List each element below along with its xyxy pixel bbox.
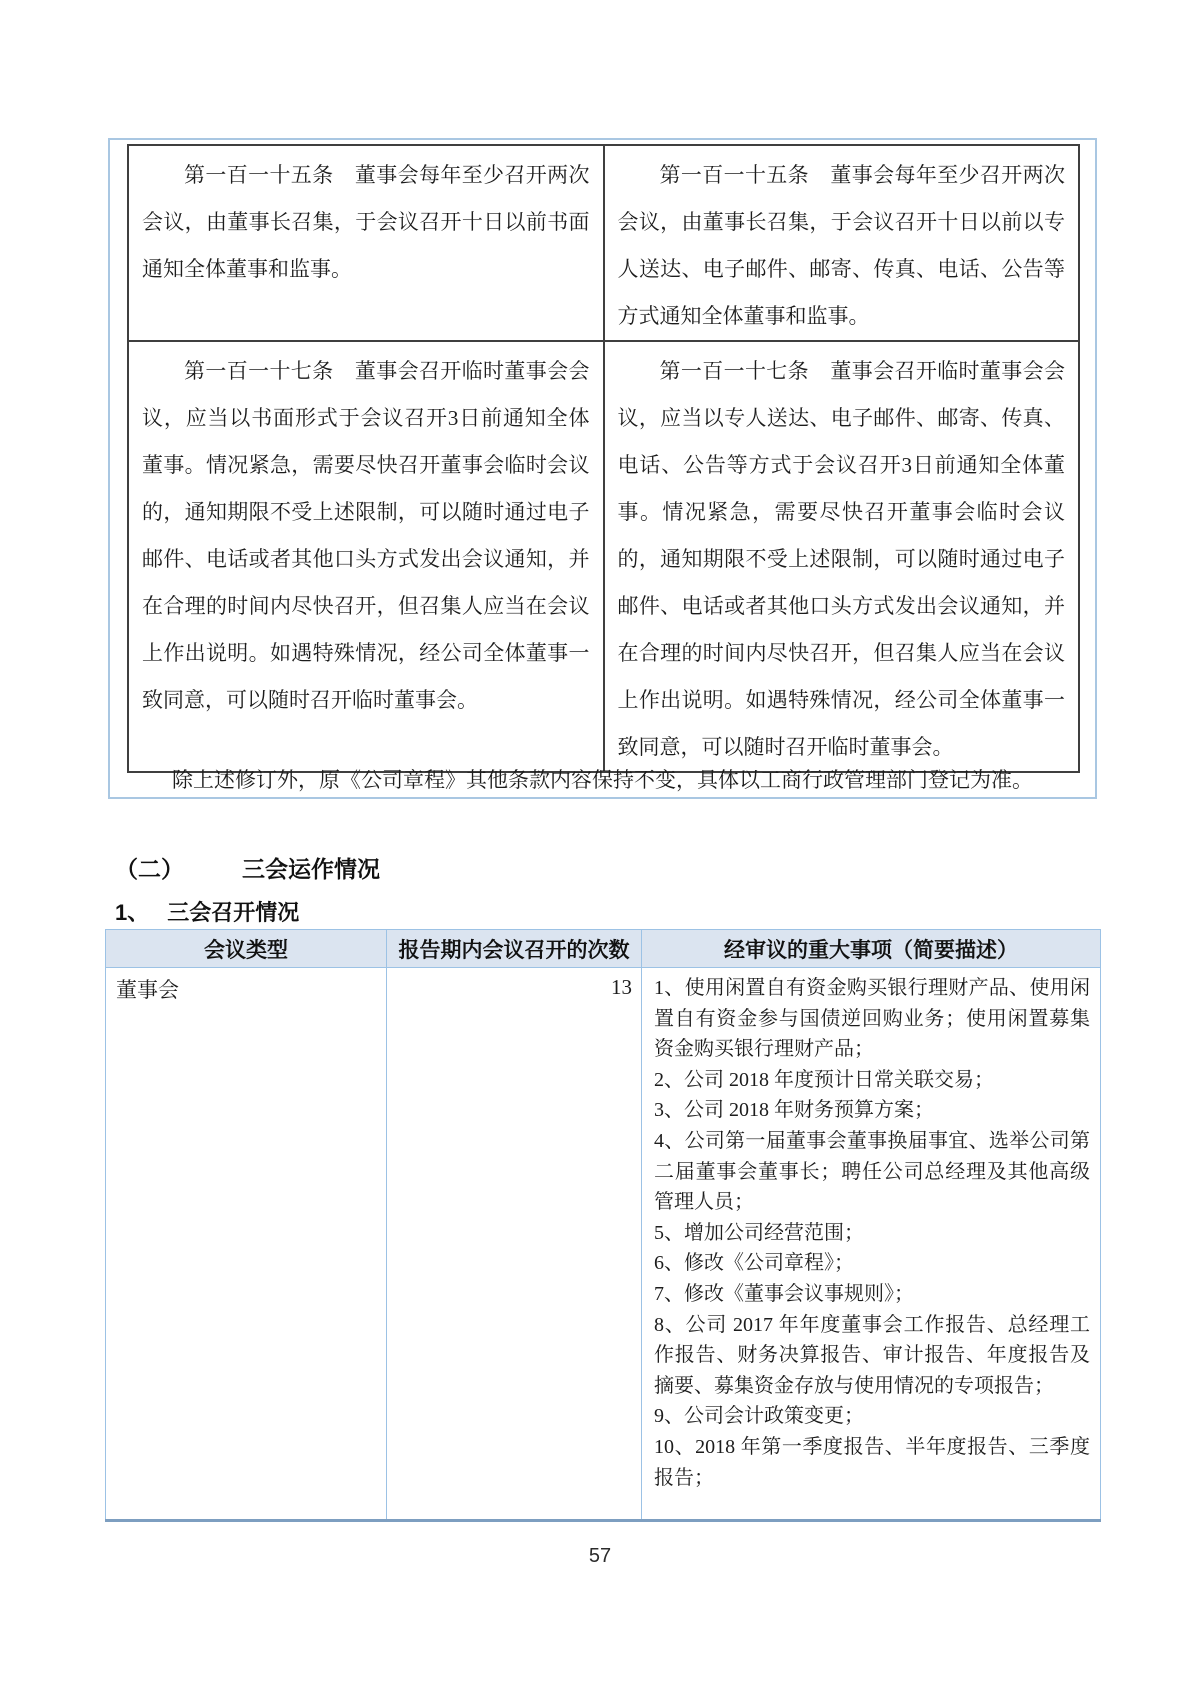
matter-item: 6、修改《公司章程》；: [654, 1252, 854, 1275]
article-115-new-text: 第一百一十五条 董事会每年至少召开两次会议，由董事长召集，于会议召开十日以前以专人送达、电子邮件、邮寄、传真、电话、公告等方式通知全体董事和监事。: [617, 163, 1065, 328]
meeting-table-header-row: [106, 930, 1101, 968]
article-117-new-cell: [604, 341, 1080, 772]
matter-item: 5、增加公司经营范围；: [654, 1221, 864, 1244]
major-matters-list: [642, 968, 1100, 1493]
subsection-heading: [115, 896, 299, 927]
article-117-new-text: 第一百一十七条 董事会召开临时董事会会议，应当以专人送达、电子邮件、邮寄、传真、电话、公告等方式于会议召开3日前通知全体董事。情况紧急，需要尽快召开董事会临时会议的，通知期限不受上述限制，可以随时通过电子邮件、电话或者其他口头方式发出会议通知，并在合理的时间内尽快召开，但召集人应当在会议上作出说明。如遇特殊情况，经公司全体董事一致同意，可以随时召开临时董事会。: [617, 359, 1065, 759]
matter-item: 7、修改《董事会议事规则》；: [654, 1282, 914, 1305]
amendment-note: 除上述修订外，原《公司章程》其他条款内容保持不变，具体以工商行政管理部门登记为准。: [172, 768, 1033, 792]
header-meeting-type: 会议类型: [106, 930, 387, 968]
subsection-title: 三会召开情况: [167, 900, 300, 925]
page-number: 57: [588, 1545, 612, 1567]
section-heading: [115, 851, 380, 884]
table-row: [128, 145, 1079, 341]
section-title: 三会运作情况: [242, 856, 380, 882]
section-label: （二）: [115, 856, 184, 882]
meeting-type-cell: 董事会: [106, 968, 387, 1521]
article-115-old-text: 第一百一十五条 董事会每年至少召开两次会议，由董事长召集，于会议召开十日以前书面通知全体董事和监事。: [142, 163, 590, 281]
meeting-table-wrap: [105, 929, 1100, 1522]
charter-amendment-table: [127, 144, 1080, 773]
article-117-old-cell: [128, 341, 604, 772]
meeting-count-cell: 13: [387, 968, 642, 1521]
article-115-new-cell: [604, 145, 1080, 341]
header-major-matters: 经审议的重大事项（简要描述）: [642, 930, 1101, 968]
subsection-label: 1、: [115, 900, 150, 925]
article-117-old-text: 第一百一十七条 董事会召开临时董事会会议，应当以书面形式于会议召开3日前通知全体董事。情况紧急，需要尽快召开董事会临时会议的，通知期限不受上述限制，可以随时通过电子邮件、电话或者其他口头方式发出会议通知，并在合理的时间内尽快召开，但召集人应当在会议上作出说明。如遇特殊情况，经公司全体董事一致同意，可以随时召开临时董事会。: [142, 359, 590, 712]
matter-item: 1、使用闲置自有资金购买银行理财产品、使用闲置自有资金参与国债逆回购业务；使用闲置募集资金购买银行理财产品；: [654, 977, 1090, 1061]
table-row: [128, 341, 1079, 772]
matter-item: 4、公司第一届董事会董事换届事宜、选举公司第二届董事会董事长；聘任公司总经理及其他高级管理人员；: [654, 1129, 1090, 1214]
meeting-table: [105, 929, 1101, 1522]
major-matters-cell: [642, 968, 1101, 1521]
matter-item: 8、公司 2017 年年度董事会工作报告、总经理工作报告、财务决算报告、审计报告、年度报告及摘要、募集资金存放与使用情况的专项报告；: [654, 1313, 1090, 1397]
table-row: [106, 968, 1101, 1521]
matter-item: 9、公司会计政策变更；: [654, 1405, 864, 1428]
article-115-old-cell: [128, 145, 604, 341]
header-meeting-count: 报告期内会议召开的次数: [387, 930, 642, 968]
matter-item: 3、公司 2018 年财务预算方案；: [654, 1099, 934, 1122]
charter-amendment-box: [108, 138, 1097, 799]
matter-item: 10、2018 年第一季度报告、半年度报告、三季度报告；: [654, 1435, 1090, 1489]
matter-item: 2、公司 2018 年度预计日常关联交易；: [654, 1068, 994, 1091]
